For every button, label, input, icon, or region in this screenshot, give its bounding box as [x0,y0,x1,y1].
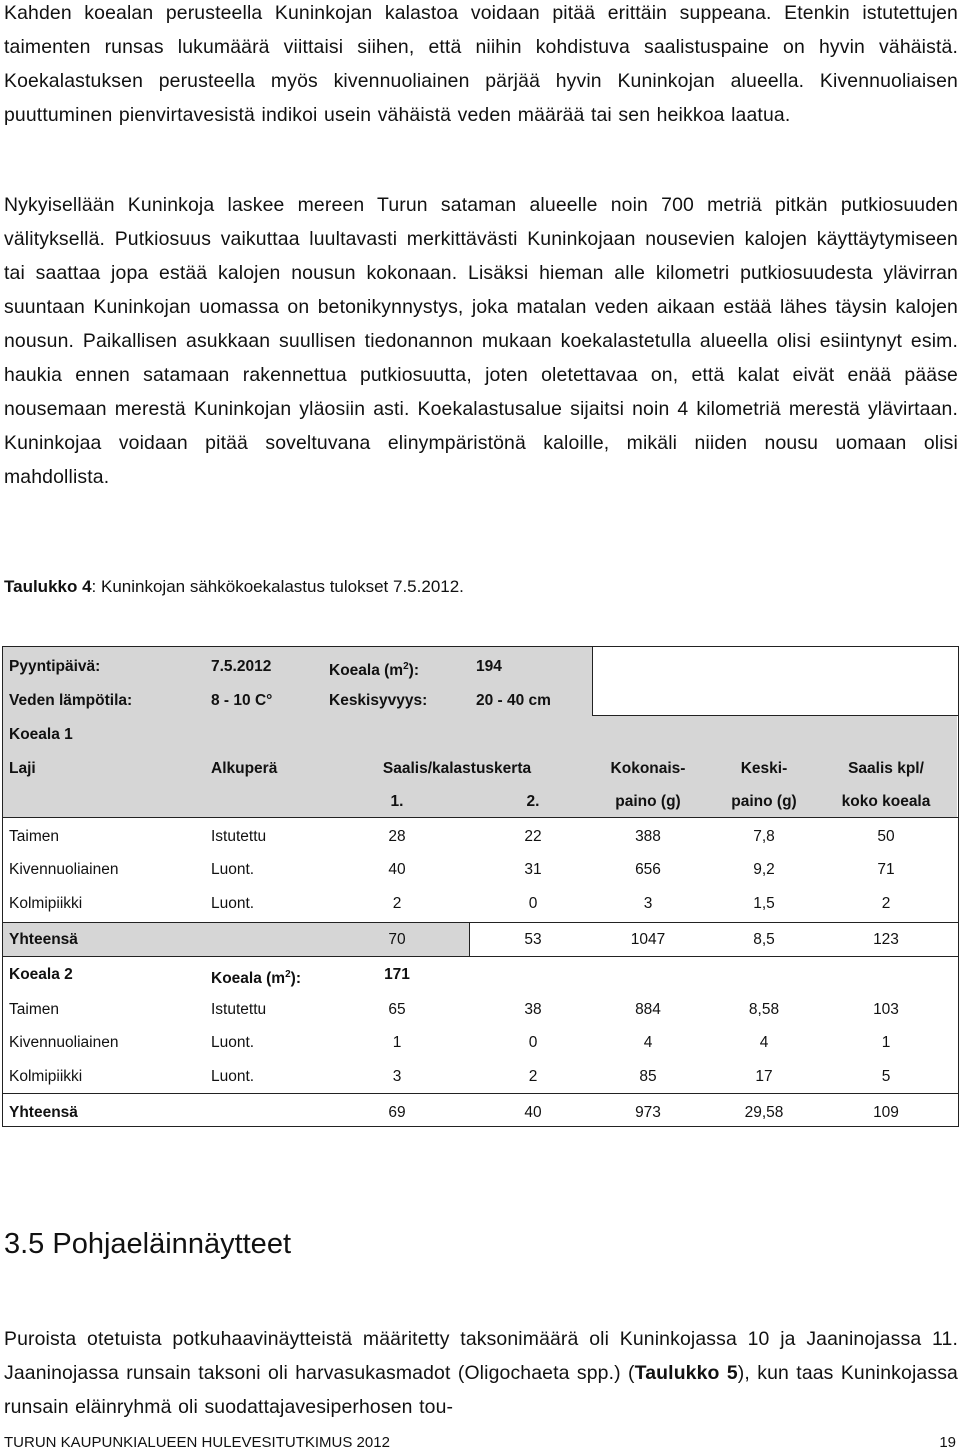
k2-row3-alkupera: Luont. [211,1068,255,1085]
k1-row3-laji: Kolmipiikki [9,895,83,912]
koeala2-area-value: 171 [384,966,410,983]
total1-top-line [2,922,958,923]
col-header-kokonais: Kokonais- [610,760,686,777]
meta-bottom-edge [592,715,958,716]
page-number: 19 [939,1434,956,1451]
col-header-saalis: Saalis/kalastuskerta [382,760,532,777]
k1-row1-k2: 22 [524,828,542,845]
header-bottom-line [2,817,958,818]
k1-row3-keski: 1,5 [753,895,775,912]
section-heading: 3.5 Pohjaeläinnäytteet [4,1228,291,1260]
k2-row3-k2: 2 [528,1068,538,1085]
k2-row2-kokonais: 4 [643,1034,653,1051]
table-border [2,646,959,1127]
k2-total-label: Yhteensä [9,1104,78,1121]
col-header-keski-2: paino (g) [731,793,797,810]
k2-row1-kpl: 103 [873,1001,899,1018]
k1-row1-kokonais: 388 [635,828,661,845]
intro-paragraph: Kahden koealan perusteella Kuninkojan kalastoa voidaan pitää erittäin suppeana. Etenkin istutettujen taimenten runsas lukumäärä viittaisi siihen, että niihin kohdistuva saalistuspaine on hyvin vähäistä. Koekalastuksen perusteella myös kivennuoliainen pärjää hyvin Kuninkojan alueella. Kivennuoliaisen puuttuminen pienvirtavesistä indikoi usein vähäistä veden määrää tai sen heikkoa laatua. [4,2,958,126]
col-header-saaliskpl: Saalis kpl/ [848,760,924,777]
temp-value: 8 - 10 C° [211,692,273,709]
col-header-alkupera: Alkuperä [211,760,278,777]
k1-row2-kokonais: 656 [635,861,661,878]
k1-row2-laji: Kivennuoliainen [9,861,119,878]
koeala2-bottom-line [2,956,958,957]
k1-row1-laji: Taimen [9,828,59,845]
k1-row3-k1: 2 [392,895,402,912]
k1-row2-k2: 31 [524,861,542,878]
k2-row1-laji: Taimen [9,1001,59,1018]
k1-row2-alkupera: Luont. [211,861,255,878]
area-value: 194 [476,658,502,675]
k1-total-keski: 8,5 [753,931,775,948]
k2-row2-k2: 0 [528,1034,538,1051]
k2-row3-keski: 17 [755,1068,773,1085]
k2-row1-kokonais: 884 [635,1001,661,1018]
col-header-saaliskpl-2: koko koeala [841,793,931,810]
date-label: Pyyntipäivä: [9,658,101,675]
k1-total-kpl: 123 [873,931,899,948]
k1-row2-keski: 9,2 [753,861,775,878]
fishing-results-table [2,646,959,1127]
k2-row3-laji: Kolmipiikki [9,1068,83,1085]
table-reference: Taulukko 5 [634,1362,738,1384]
k1-total-k1: 70 [388,931,406,948]
k1-row3-alkupera: Luont. [211,895,255,912]
k2-row3-kpl: 5 [881,1068,891,1085]
col-header-laji: Laji [9,760,36,777]
k2-total-kpl: 109 [873,1104,899,1121]
k1-row1-alkupera: Istutettu [211,828,267,845]
k1-row3-kpl: 2 [881,895,891,912]
k1-row1-kpl: 50 [877,828,895,845]
col-header-kerta1: 1. [390,793,404,810]
k2-row2-laji: Kivennuoliainen [9,1034,119,1051]
meta-right-edge [592,646,593,715]
footer-title: TURUN KAUPUNKIALUEEN HULEVESITUTKIMUS 2012 [4,1434,390,1451]
k1-row2-kpl: 71 [877,861,895,878]
table-caption-text: : Kuninkojan sähkökoekalastus tulokset 7.5.2012. [91,577,464,596]
k1-total-label: Yhteensä [9,931,78,948]
col-header-kokonais-2: paino (g) [615,793,681,810]
col-header-keski: Keski- [740,760,788,777]
k1-row1-keski: 7,8 [753,828,775,845]
total2-top-line [2,1093,958,1094]
depth-value: 20 - 40 cm [476,692,551,709]
koeala2-area-label: Koeala $(m^2)$: [211,969,301,988]
k2-row3-k1: 3 [392,1068,402,1085]
k2-row1-alkupera: Istutettu [211,1001,267,1018]
koeala2-right-edge [469,922,470,956]
k1-row2-k1: 40 [388,861,406,878]
k2-row3-kokonais: 85 [639,1068,657,1085]
k1-row3-kokonais: 3 [643,895,653,912]
k1-total-k2: 53 [524,931,542,948]
k2-row1-k1: 65 [388,1001,406,1018]
k1-total-kokonais: 1047 [630,931,666,948]
depth-label: Keskisyvyys: [329,692,428,709]
section-paragraph: Puroista otetuista potkuhaavinäytteistä määritetty taksonimäärä oli Kuninkojassa 10 ja Jaaninojassa 11. Jaaninojassa runsain taksoni oli harvasukasmadot (Oligochaeta spp.) (Taulukko 5), kun taas Kuninkojassa runsain eläinryhmä oli suodattajavesiperhosen tou- [4,1328,958,1418]
k2-total-k1: 69 [388,1104,406,1121]
body-paragraph: Nykyisellään Kuninkoja laskee mereen Turun sataman alueelle noin 700 metriä pitkän putkiosuuden välityksellä. Putkiosuus vaikuttaa luultavasti merkittävästi Kuninkojaan nousevien kalojen käyttäytymiseen tai saattaa jopa estää kalojen nousun kokonaan. Lisäksi hieman alle kilometri putkiosuudesta ylävirran suuntaan Kuninkojan uomassa on betonikynnystys, joka matalan veden aikaan estää lähes täysin kalojen nousun. Paikallisen asukkaan suullisen tiedonannon mukaan koekalastetulla alueella olisi esiintynyt esim. haukia ennen satamaan rakennettua putkiosuutta, joten oletettavaa on, että kalat eivät enää pääse nousemaan merestä Kuninkojan yläosiin asti. Koekalastusalue sijaitsi noin 4 kilometriä merestä ylävirtaan. Kuninkojaa voidaan pitää soveltuvana elinympäristönä kaloille, mikäli niiden nousu uomaan olisi mahdollista. [4,194,958,488]
k2-row1-k2: 38 [524,1001,542,1018]
col-header-kerta2: 2. [526,793,540,810]
k1-row1-k1: 28 [388,828,406,845]
k2-row2-keski: 4 [759,1034,769,1051]
k2-total-keski: 29,58 [744,1104,784,1121]
temp-label: Veden lämpötila: [9,692,133,709]
date-value: 7.5.2012 [211,658,272,675]
table-caption [4,574,464,600]
table-caption-label: Taulukko 4 [4,577,92,596]
k2-total-kokonais: 973 [635,1104,661,1121]
koeala1-title: Koeala 1 [9,726,73,743]
k2-total-k2: 40 [524,1104,542,1121]
k2-row2-kpl: 1 [881,1034,891,1051]
koeala2-title: Koeala 2 [9,966,73,983]
k1-row3-k2: 0 [528,895,538,912]
k2-row2-alkupera: Luont. [211,1034,255,1051]
k2-row1-keski: 8,58 [748,1001,780,1018]
k2-row2-k1: 1 [392,1034,402,1051]
area-label: Koeala $(m^2)$: [329,661,419,680]
